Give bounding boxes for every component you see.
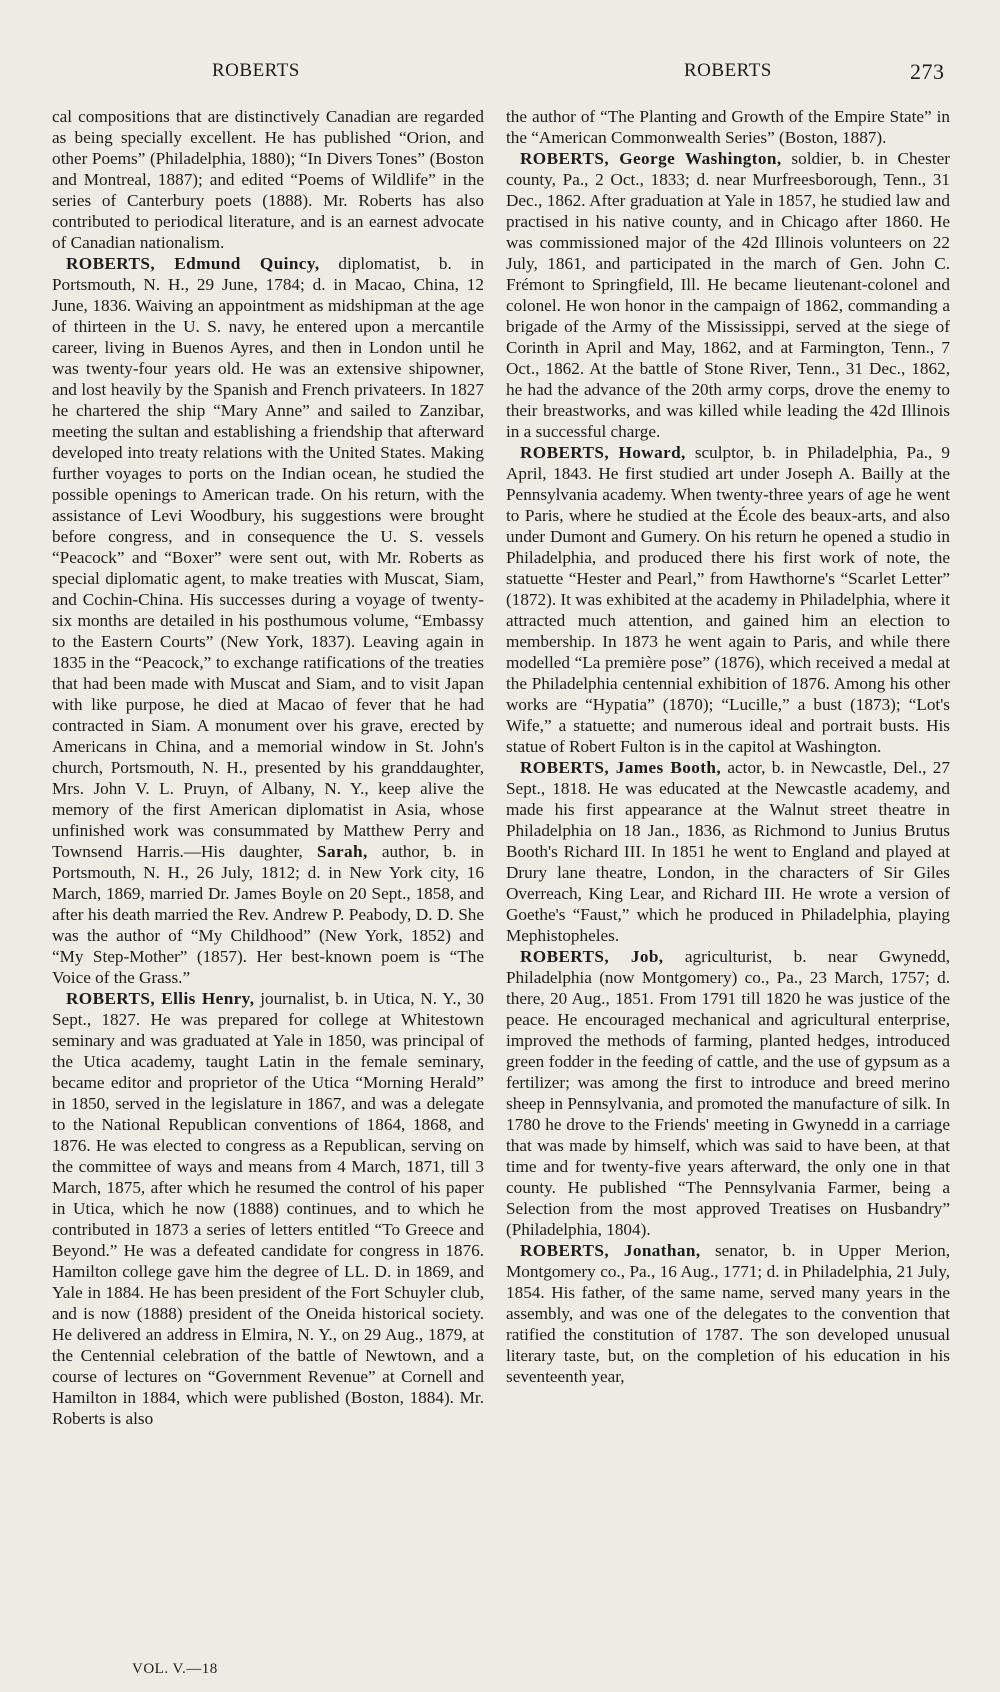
continued-paragraph: cal compositions that are distinctively Canadian are regarded as being specially excellent. He has published “Orion, and other Poems” (Philadelphia, 1880); “In Divers Tones” (Boston and Montreal, 1887); and edited “Poems of Wildlife” in the series of Canterbury poets (1888). Mr. Roberts has also contributed to periodical literature, and is an earnest advocate of Canadian nationalism. bbox=[52, 107, 484, 252]
entry-text: actor, b. in Newcastle, Del., 27 Sept., 1818. He was educated at the Newcastle academy, and made his first appearance at the Walnut street theatre in Philadelphia on 18 Jan., 1836, as Richmond to Junius Brutus Booth's Richard III. In 1851 he went to England and played at Drury lane theatre, London, in the characters of Sir Giles Overreach, King Lear, and Richard III. He wrote a version of Goethe's “Faust,” which he produced in Philadelphia, playing Mephistopheles. bbox=[506, 758, 950, 945]
entry-text: senator, b. in Upper Merion, Montgomery co., Pa., 16 Aug., 1771; d. in Philadelphia, 21 July, 1854. His father, of the same name, served many years in the assembly, and was one of the delegates to the convention that ratified the constitution of 1787. The son developed unusual literary taste, but, on the completion of his education in his seventeenth year, bbox=[506, 1241, 950, 1386]
entry-james-booth bbox=[506, 757, 950, 946]
entry-jonathan bbox=[506, 1240, 950, 1387]
entry-headword: ROBERTS, Edmund Quincy, bbox=[66, 254, 320, 273]
entry-text: soldier, b. in Chester county, Pa., 2 Oct., 1833; d. near Murfreesborough, Tenn., 31 Dec., 1862. After graduation at Yale in 1857, he studied law and practised in his native county, and in Chicago after 1860. He was commissioned major of the 42d Illinois volunteers on 22 July, 1861, and participated in the march of Gen. John C. Frémont to Springfield, Ill. He became lieutenant-colonel and colonel. He won honor in the campaign of 1862, commanding a brigade of the Army of the Mississippi, served at the siege of Corinth in April and May, 1862, and at Farmington, Tenn., 7 Oct., 1862. At the battle of Stone River, Tenn., 31 Dec., 1862, he had the advance of the 20th army corps, drove the enemy to their breastworks, and was killed while leading the 42d Illinois in a successful charge. bbox=[506, 149, 951, 441]
entry-howard bbox=[506, 442, 950, 757]
entry-headword: ROBERTS, Ellis Henry, bbox=[66, 989, 255, 1008]
sub-entry-text: author, b. in Portsmouth, N. H., 26 July, 1812; d. in New York city, 16 March, 1869, married Dr. James Boyle on 20 Sept., 1858, and after his death married the Rev. Andrew P. Peabody, D. D. She was the author of “My Childhood” (New York, 1852) and “My Step-Mother” (1857). Her best-known poem is “The Voice of the Grass.” bbox=[52, 842, 484, 987]
continued-paragraph: the author of “The Planting and Growth of the Empire State” in the “American Commonwealth Series” (Boston, 1887). bbox=[506, 107, 950, 147]
left-column bbox=[52, 106, 484, 1429]
entry-headword: ROBERTS, George Washington, bbox=[520, 149, 782, 168]
running-head-left: ROBERTS bbox=[212, 60, 300, 81]
entry-text: sculptor, b. in Philadelphia, Pa., 9 April, 1843. He first studied art under Joseph A. Bailly at the Pennsylvania academy. When twenty-three years of age he went to Paris, where he studied at the École des beaux-arts, and also under Dumont and Gumery. On his return he opened a studio in Philadelphia, and produced there his first work of note, the statuette “Hester and Pearl,” from Hawthorne's “Scarlet Letter” (1872). It was exhibited at the academy in Philadelphia, where it attracted much attention, and gained him an election to membership. In 1873 he went again to Paris, and while there modelled “La première pose” (1876), which received a medal at the Philadelphia centennial exhibition of 1876. Among his other works are “Hypatia” (1870); “Lucille,” a bust (1873); “Lot's Wife,” a statuette; and numerous ideal and portrait busts. His statue of Robert Fulton is in the capitol at Washington. bbox=[506, 443, 950, 756]
entry-edmund-quincy bbox=[52, 253, 484, 988]
entry-ellis-henry bbox=[52, 988, 484, 1429]
entry-headword: ROBERTS, Job, bbox=[520, 947, 664, 966]
entry-headword: ROBERTS, Howard, bbox=[520, 443, 686, 462]
entry-job bbox=[506, 946, 950, 1240]
running-head-right: ROBERTS bbox=[684, 60, 772, 81]
right-column bbox=[506, 106, 950, 1387]
page-number: 273 bbox=[910, 59, 945, 84]
entry-text: diplomatist, b. in Portsmouth, N. H., 29 June, 1784; d. in Macao, China, 12 June, 1836. Waiving an appointment as midshipman at the age of thirteen in the U. S. navy, he entered upon a mercantile career, living in Buenos Ayres, and then in London until he was twenty-four years old. He was an extensive shipowner, and lost heavily by the Spanish and French privateers. In 1827 he chartered the ship “Mary Anne” and sailed to Zanzibar, meeting the sultan and establishing a friendship that afterward developed into treaty relations with the United States. Making further voyages to ports on the Indian ocean, he studied the possible openings to American trade. On his return, with the assistance of Levi Woodbury, his suggestions were brought before congress, and in consequence the U. S. vessels “Peacock” and “Boxer” were sent out, with Mr. Roberts as special diplomatic agent, to make treaties with Muscat, Siam, and Cochin-China. His successes during a voyage of twenty-six months are detailed in his posthumous volume, “Embassy to the Eastern Courts” (New York, 1837). Leaving again in 1835 in the “Peacock,” to exchange ratifications of the treaties that had been made with Muscat and Siam, and to visit Japan with like purpose, he died at Macao of fever that he had contracted in Siam. A monument over his grave, erected by Americans in China, and a memorial window in St. John's church, Portsmouth, N. H., presented by his granddaughter, Mrs. John V. L. Pruyn, of Albany, N. Y., keep alive the memory of the first American diplomatist in Asia, whose unfinished work was consummated by Matthew Perry and Townsend Harris.—His daughter, bbox=[52, 254, 485, 861]
entry-headword: ROBERTS, Jonathan, bbox=[520, 1241, 701, 1260]
entry-text: agriculturist, b. near Gwynedd, Philadelphia (now Montgomery) co., Pa., 23 March, 1757; d. there, 20 Aug., 1851. From 1791 till 1820 he was justice of the peace. He encouraged mechanical and agricultural enterprise, improved the methods of farming, planted hedges, introduced green fodder in the feeding of cattle, and the use of gypsum as a fertilizer; was among the first to introduce and breed merino sheep in Pennsylvania, and promoted the manufacture of silk. In 1780 he drove to the Friends' meeting in Gwynedd in a carriage that was made by himself, which was said to have been, at that time and for twenty-five years afterward, the only one in that county. He published “The Pennsylvania Farmer, being a Selection from the most approved Treatises on Husbandry” (Philadelphia, 1804). bbox=[506, 947, 950, 1239]
entry-headword: ROBERTS, James Booth, bbox=[520, 758, 722, 777]
signature-mark: VOL. V.—18 bbox=[132, 1661, 218, 1677]
entry-george-washington bbox=[506, 148, 950, 442]
entry-text: journalist, b. in Utica, N. Y., 30 Sept., 1827. He was prepared for college at Whitestown seminary and was graduated at Yale in 1850, was principal of the Utica academy, taught Latin in the female seminary, became editor and proprietor of the Utica “Morning Herald” in 1850, served in the legislature in 1867, and was a delegate to the National Republican conventions of 1864, 1868, and 1876. He was elected to congress as a Republican, serving on the committee of ways and means from 4 March, 1871, till 3 March, 1875, after which he resumed the control of his paper in Utica, which he now (1888) continues, and to which he contributed in 1873 a series of letters entitled “To Greece and Beyond.” He was a defeated candidate for congress in 1876. Hamilton college gave him the degree of LL. D. in 1869, and Yale in 1884. He has been president of the Fort Schuyler club, and is now (1888) president of the Oneida historical society. He delivered an address in Elmira, N. Y., on 29 Aug., 1879, at the Centennial celebration of the battle of Newtown, and a course of lectures on “Government Revenue” at Cornell and Hamilton in 1884, which were published (Boston, 1884). Mr. Roberts is also bbox=[52, 989, 484, 1428]
sub-entry-headword: Sarah, bbox=[317, 842, 368, 861]
